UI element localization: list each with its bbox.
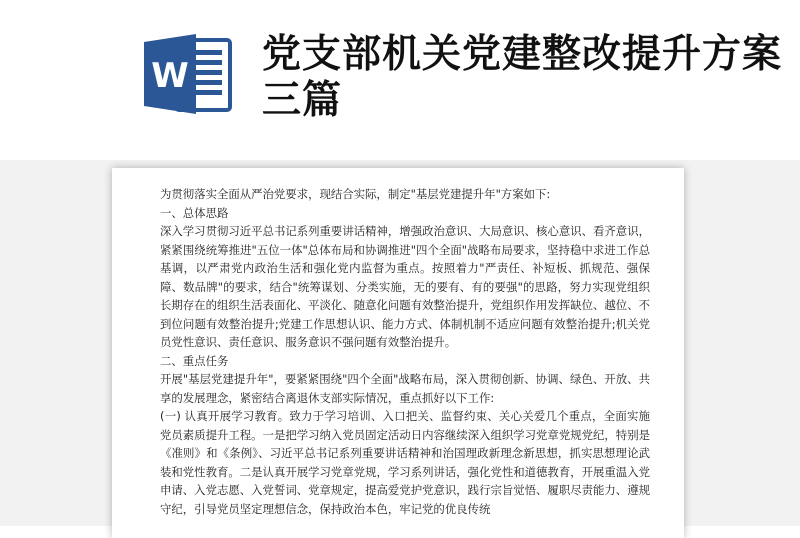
document-page [112,168,684,538]
word-icon-letter: W [151,56,189,96]
section-heading-1: 一、总体思路 [160,205,229,220]
header [0,0,800,160]
body-paragraph: 深入学习贯彻习近平总书记系列重要讲话精神，增强政治意识、大局意识、核心意识、看齐意识，紧紧围绕统筹推进"五位一体"总体布局和协调推进"四个全面"战略布局要求，坚持稳中求进工作总基调，以严肃党内政治生活和强化党内监督为重点。按照着力"严责任、补短板、抓规范、强保障、数品牌"的要求，结合"统筹谋划、分类实施，无的要有、有的要强"的思路，努力实现党组织长期存在的组织生活表面化、平淡化、随意化问题有效整治提升，党组织作用发挥缺位、越位、不到位问题有效整治提升;党建工作思想认识、能力方式、体制机制不适应问题有效整治提升;机关党员党性意识、责任意识、服务意识不强问题有效整治提升。 [160,224,650,349]
body-paragraph: (一) 认真开展学习教育。致力于学习培训、入口把关、监督约束、关心关爱几个重点，全面实施党员素质提升工程。一是把学习纳入党员固定活动日内容继续深入组织学习党章党规党纪，特别是《准则》和《条例》、习近平总书记系列重要讲话精神和治国理政新理念新思想，抓实思想理论武装和党性教育。二是认真开展学习党章党规，学习系列讲话，强化党性和道德教育，开展重温入党申请、入党志愿、入党誓词、党章规定，提高爱党护党意识，践行宗旨觉悟、履职尽责能力、遵规守纪，引导党员坚定理想信念，保持政治本色，牢记党的优良传统 [160,409,650,516]
body-paragraph: 开展"基层党建提升年"，要紧紧围绕"四个全面"战略布局，深入贯彻创新、协调、绿色、开放、共享的发展理念，紧密结合离退休支部实际情况，重点抓好以下工作: [160,372,650,405]
intro-paragraph: 为贯彻落实全面从严治党要求，现结合实际，制定"基层党建提升年"方案如下: [160,187,551,201]
page-title: 党支部机关党建整改提升方案三篇 [262,32,783,123]
document-body [160,185,650,518]
word-document-icon [142,32,234,116]
section-heading-2: 二、重点任务 [160,353,229,368]
